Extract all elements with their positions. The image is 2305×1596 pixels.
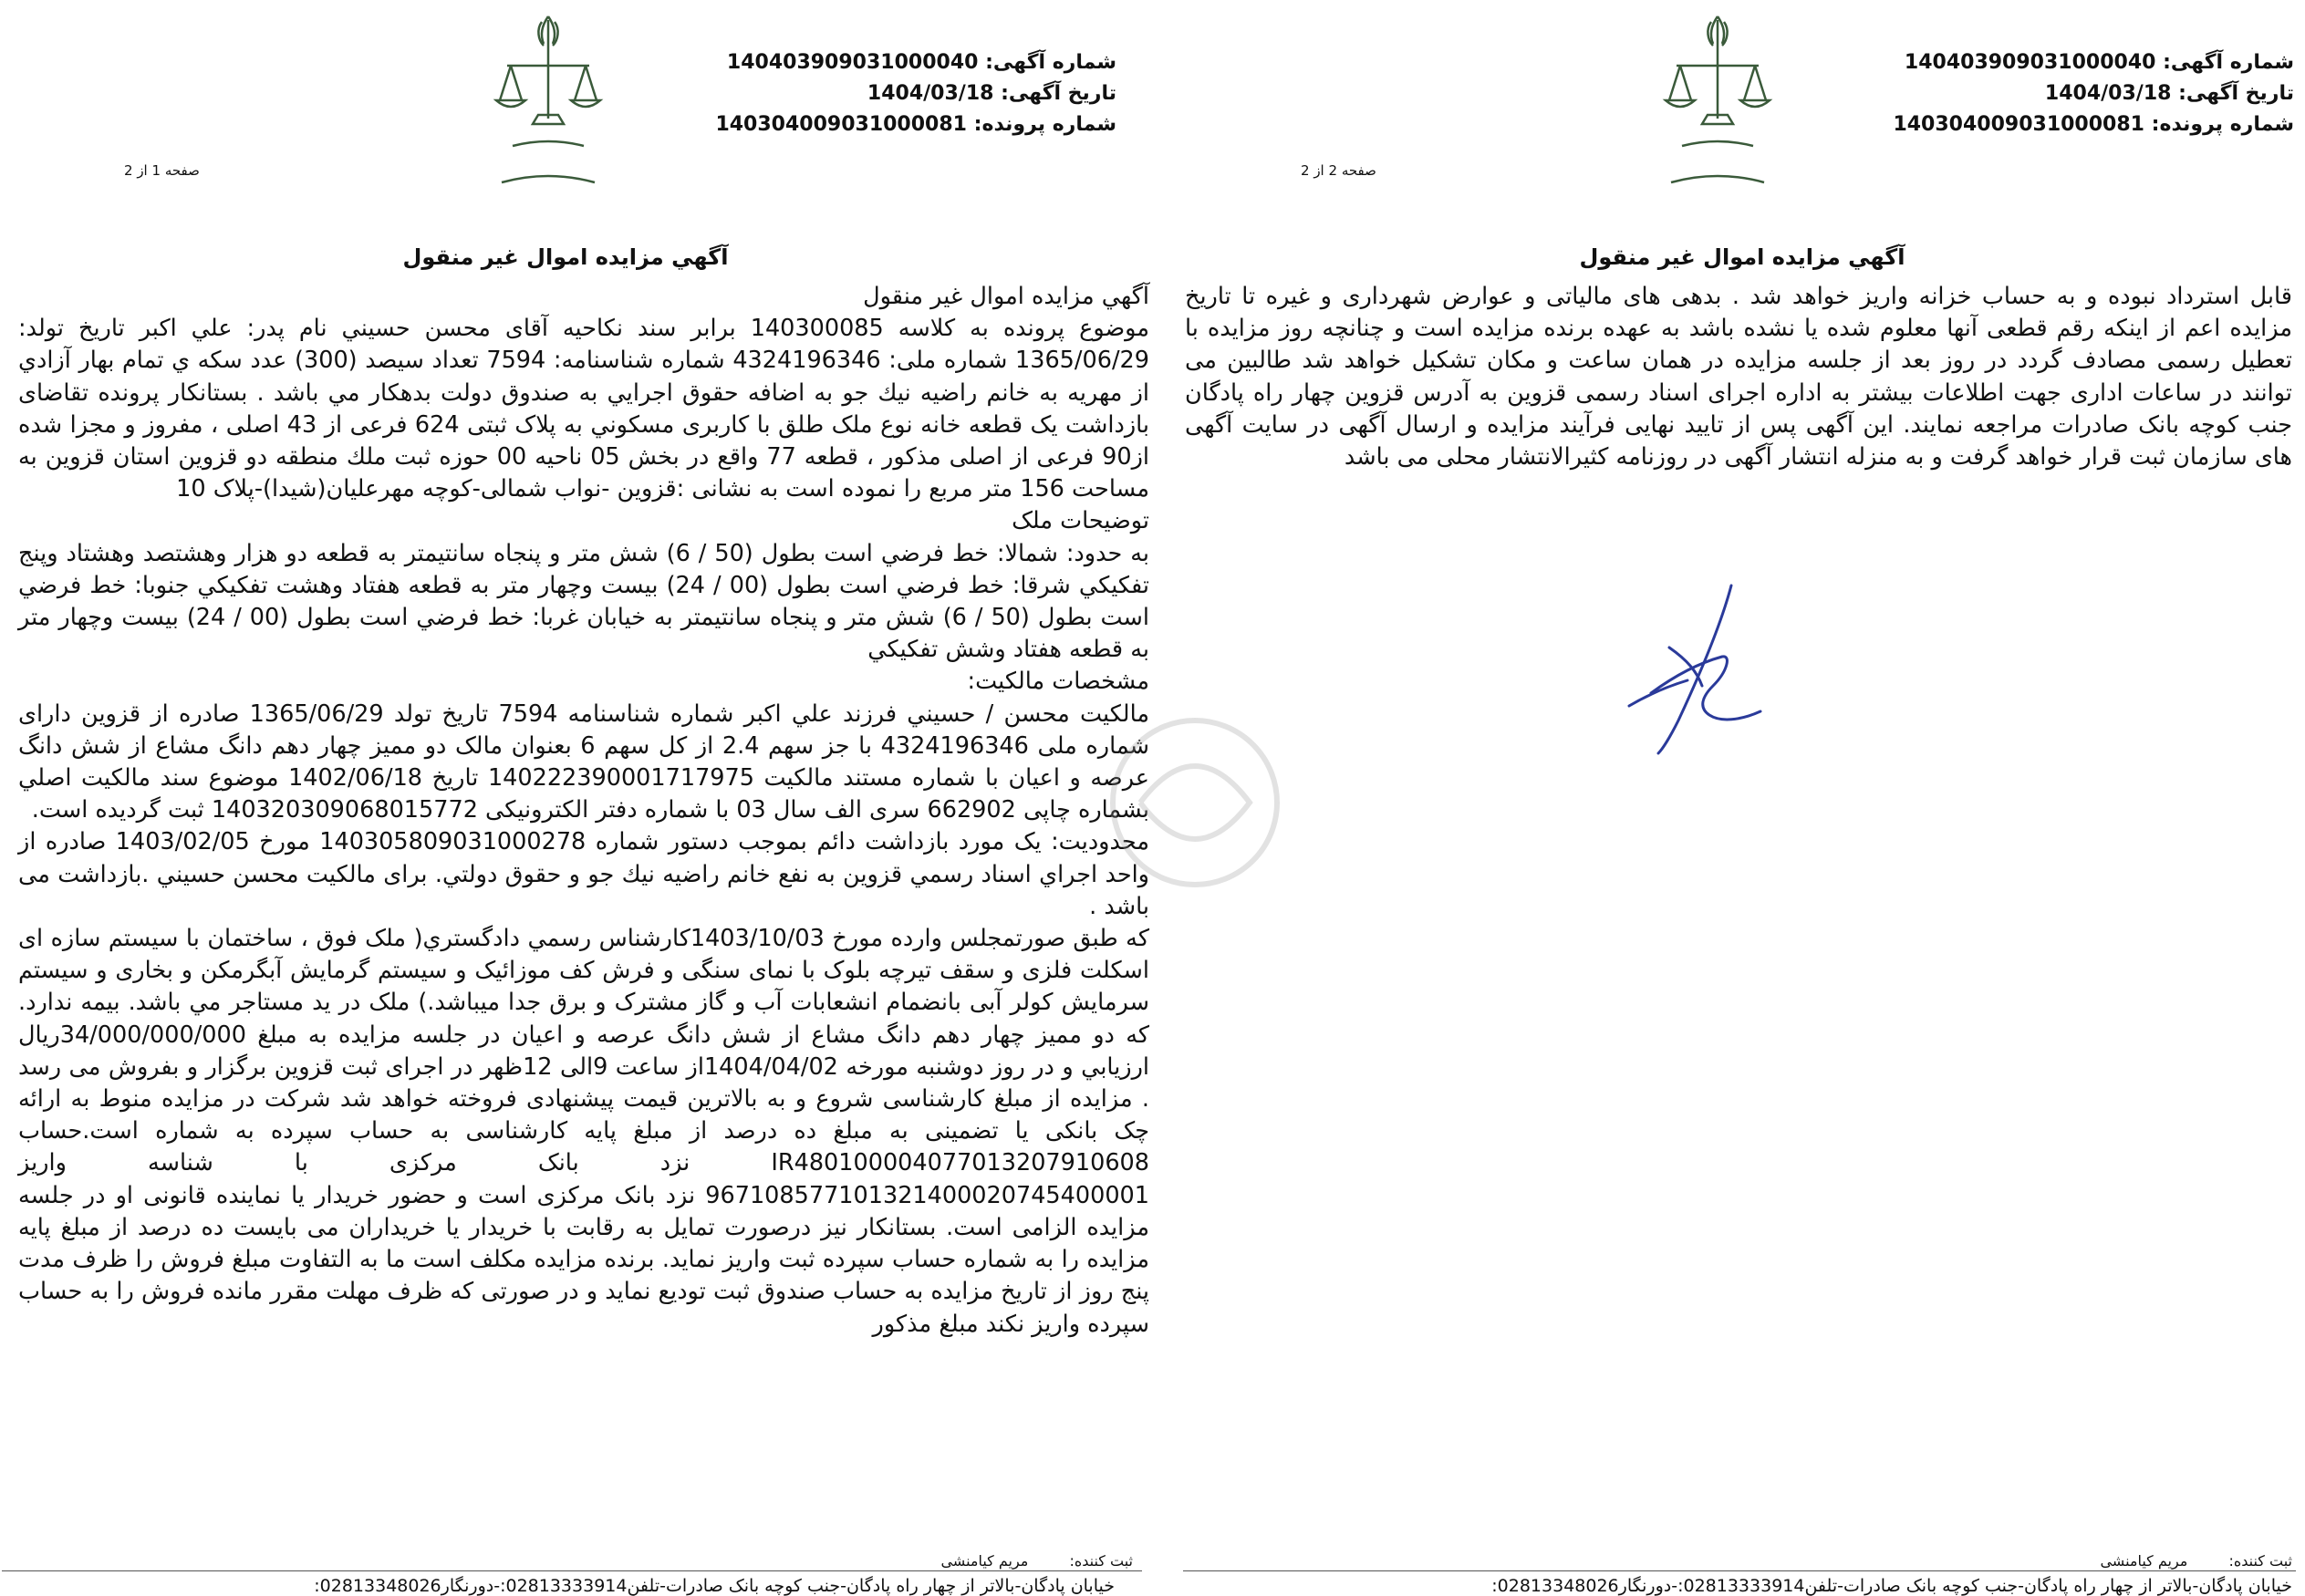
- registrar-name: مریم کیامنشی: [2100, 1552, 2188, 1570]
- footer-address: خیابان پادگان-بالاتر از چهار راه پادگان-جنب کوچه بانک صادرات-تلفن02813333914:-دورنگار02813348026:: [314, 1576, 1115, 1596]
- notice-meta: [1893, 47, 2294, 140]
- case-number-row: [1893, 109, 2294, 140]
- registrar-label: ثبت کننده:: [1069, 1552, 1133, 1570]
- notice-title: آگهي مزايده اموال غير منقول: [1579, 244, 1905, 270]
- notice-number: 140403909031000040: [726, 51, 979, 74]
- case-number-label: شماره پرونده:: [2151, 113, 2294, 136]
- registrar: [1909, 1552, 2292, 1570]
- notice-date: 1404/03/18: [2044, 82, 2172, 105]
- notice-date-label: تاریخ آگهی:: [1001, 82, 1116, 105]
- notice-date-row: [715, 78, 1116, 109]
- judiciary-emblem-icon: [489, 9, 607, 201]
- body-paragraph: که طبق صورتمجلس وارده مورخ 1403/10/03کارشناس رسمي دادگستري( ملک فوق ، ساختمان با سیستم سازه ای اسکلت فلزی و سقف تیرچه بلوک با نمای سنگی و فرش کف موزائیک و سیستم گرمایش آبگرمکن و بخاری و سیستم سرمایش کولر آبی بانضمام انشعابات آب و گاز مشترک و برق جدا میباشد.) ملک در ید مستاجر مي باشد. بيمه ندارد. كه دو مميز چهار دهم دانگ مشاع از شش دانگ عرصه و اعيان در جلسه مزایده به مبلغ 34/000/000/000ريال ارزيابي و در روز دوشنبه مورخه 1404/04/02از ساعت 9الی 12ظهر در اجرای ثبت قزوین برگزار و بفروش می رسد . مزایده از مبلغ کارشناسی شروع و به بالاترین قیمت پیشنهادی فروخته خواهد شد شرکت در مزایده منوط به ارائه چک بانکی یا تضمینی به مبلغ ده درصد از مبلغ پایه کارشناسی به حساب سپرده به شماره است.حساب IR480100004077013207910608 نزد بانک مرکزی با شناسه واریز 967108577101321400020745400001 نزد بانک مرکزی است و حضور خریدار یا نماینده قانونی او در جلسه مزایده الزامی است. بستانکار نیز درصورت تمایل به رقابت با خریدار یا خریداران می بایست ده درصد از مبلغ پایه مزایده را به شماره حساب سپرده ثبت واریز نماید. برنده مزایده مکلف است ما به التفاوت مبلغ فروش را ظرف مدت پنج روز از تاریخ مزایده به حساب صندوق ثبت تودیع نماید و در صورتی که ظرف مهلت مقرر مانده فروش را به حساب سپرده واریز نکند مبلغ مذکور: [18, 925, 1149, 1338]
- page-number: صفحه 1 از 2: [124, 162, 200, 179]
- notice-date: 1404/03/18: [867, 82, 994, 105]
- notice-number: 140403909031000040: [1904, 51, 2156, 74]
- footer-divider: [1183, 1570, 2296, 1571]
- case-number: 140304009031000081: [1893, 113, 2144, 136]
- registrar: [750, 1552, 1133, 1570]
- body-paragraph: مالکیت محسن / حسيني فرزند علي اكبر شماره شناسنامه 7594 تاریخ تولد 1365/06/29 صادره از قزوين دارای شماره ملی 4324196346 با جز سهم 2.4 از کل سهم 6 بعنوان مالک دو ممیز چهار دهم دانگ مشاع از شش دانگ عرصه و اعیان با شماره مستند مالکیت 140222390001717975 تاریخ 1402/06/18 موضوع سند مالكيت اصلي بشماره چاپی 662902 سری الف سال 03 با شماره دفتر الکترونیکی 140320309068015772 ثبت گردیده است.: [18, 700, 1150, 824]
- page-number: صفحه 2 از 2: [1301, 162, 1376, 179]
- notice-number-label: شماره آگهی:: [2163, 51, 2294, 74]
- notice-body: [18, 281, 1149, 1341]
- judiciary-emblem-icon: [1658, 9, 1777, 201]
- notice-number-row: [715, 47, 1116, 78]
- body-paragraph: آگهي مزايده اموال غير منقول: [863, 283, 1149, 310]
- notice-date-label: تاریخ آگهی:: [2178, 82, 2294, 105]
- body-paragraph: محدودیت: یک مورد بازداشت دائم بموجب دستور شماره 140305809031000278 مورخ 1403/02/05 صادره از واحد اجراي اسناد رسمي قزوين به نفع خانم راضيه نيك جو و حقوق دولتي. برای مالکیت محسن حسيني .بازداشت می باشد .: [18, 828, 1149, 920]
- notice-number-row: [1893, 47, 2294, 78]
- notice-title: آگهي مزايده اموال غير منقول: [402, 244, 729, 270]
- footer-divider: [2, 1570, 1142, 1571]
- body-paragraph: موضوع پرونده به كلاسه 140300085 برابر سند نكاحيه آقای محسن حسيني نام پدر: علي اكبر تاريخ تولد: 1365/06/29 شماره ملی: 4324196346 شماره شناسنامه: 7594 تعداد سیصد (300) عدد سکه ي تمام بهار آزادي از مهريه به خانم راضيه نيك جو به اضافه حقوق اجرايي به صندوق دولت بدهكار مي باشد . بستانكار پرونده تقاضای بازداشت یک قطعه خانه نوع ملک طلق با کاربری مسکوني به پلاک ثبتی 624 فرعی از 43 اصلی ، مفروز و مجزا شده از90 فرعی از اصلی مذکور ، قطعه 77 واقع در بخش 05 ناحیه 00 حوزه ثبت ملك منطقه دو قزوين استان قزوین به مساحت 156 متر مربع را نموده است به نشانی :قزوین -نواب شمالی-کوچه مهرعلیان(شیدا)-پلاک 10: [18, 315, 1149, 503]
- body-paragraph: به حدود: شمالا: خط فرضي است بطول (50 / 6) شش متر و پنجاه سانتيمتر به قطعه دو هزار وهشتصد وهشتاد وپنج تفكيكي شرقا: خط فرضي است بطول (00 / 24) بيست وچهار متر به قطعه هفتاد وهشت تفكيكي جنوبا: خط فرضي است بطول (50 / 6) شش متر و پنجاه سانتيمتر به خيابان غربا: خط فرضي است بطول (00 / 24) بيست وچهار متر به قطعه هفتاد وشش تفكيكي: [18, 539, 1150, 664]
- notice-number-label: شماره آگهی:: [985, 51, 1116, 74]
- notice-body: [1185, 281, 2292, 473]
- body-paragraph: توضیحات ملک: [1012, 507, 1149, 535]
- body-paragraph: مشخصات مالکیت:: [967, 668, 1149, 696]
- signature-icon: [1615, 584, 1797, 757]
- notice-page-2: [1177, 0, 2305, 1595]
- body-paragraph: قابل استرداد نبوده و به حساب خزانه واریز خواهد شد . بدهی های مالیاتی و عوارض شهرداری و غیره تا تاریخ مزایده اعم از اینکه رقم قطعی آنها معلوم شده یا نشده باشد به عهده برنده مزایده است و چنانچه روز مزایده با تعطیل رسمی مصادف گردد در روز بعد از جلسه مزایده در همان ساعت و مکان تشکیل خواهد شد طالبین می توانند در ساعات اداری جهت اطلاعات بیشتر به اداره اجرای اسناد رسمی قزوین به آدرس قزوین چهار راه پادگان جنب کوچه بانک صادرات مراجعه نمایند. این آگهی پس از تایید نهایی فرآیند مزایده و ارسال آگهی در سایت آگهی های سازمان ثبت قرار خواهد گرفت و به منزله انتشار آگهی در روزنامه کثیرالانتشار محلی می باشد: [1185, 283, 2292, 472]
- notice-date-row: [1893, 78, 2294, 109]
- registrar-name: مریم کیامنشی: [940, 1552, 1029, 1570]
- footer-address: خیابان پادگان-بالاتر از چهار راه پادگان-جنب کوچه بانک صادرات-تلفن02813333914:-دورنگار02813348026:: [1491, 1576, 2292, 1596]
- case-number-label: شماره پرونده:: [973, 113, 1116, 136]
- case-number-row: [715, 109, 1116, 140]
- notice-meta: [715, 47, 1116, 140]
- case-number: 140304009031000081: [715, 113, 967, 136]
- registrar-label: ثبت کننده:: [2228, 1552, 2292, 1570]
